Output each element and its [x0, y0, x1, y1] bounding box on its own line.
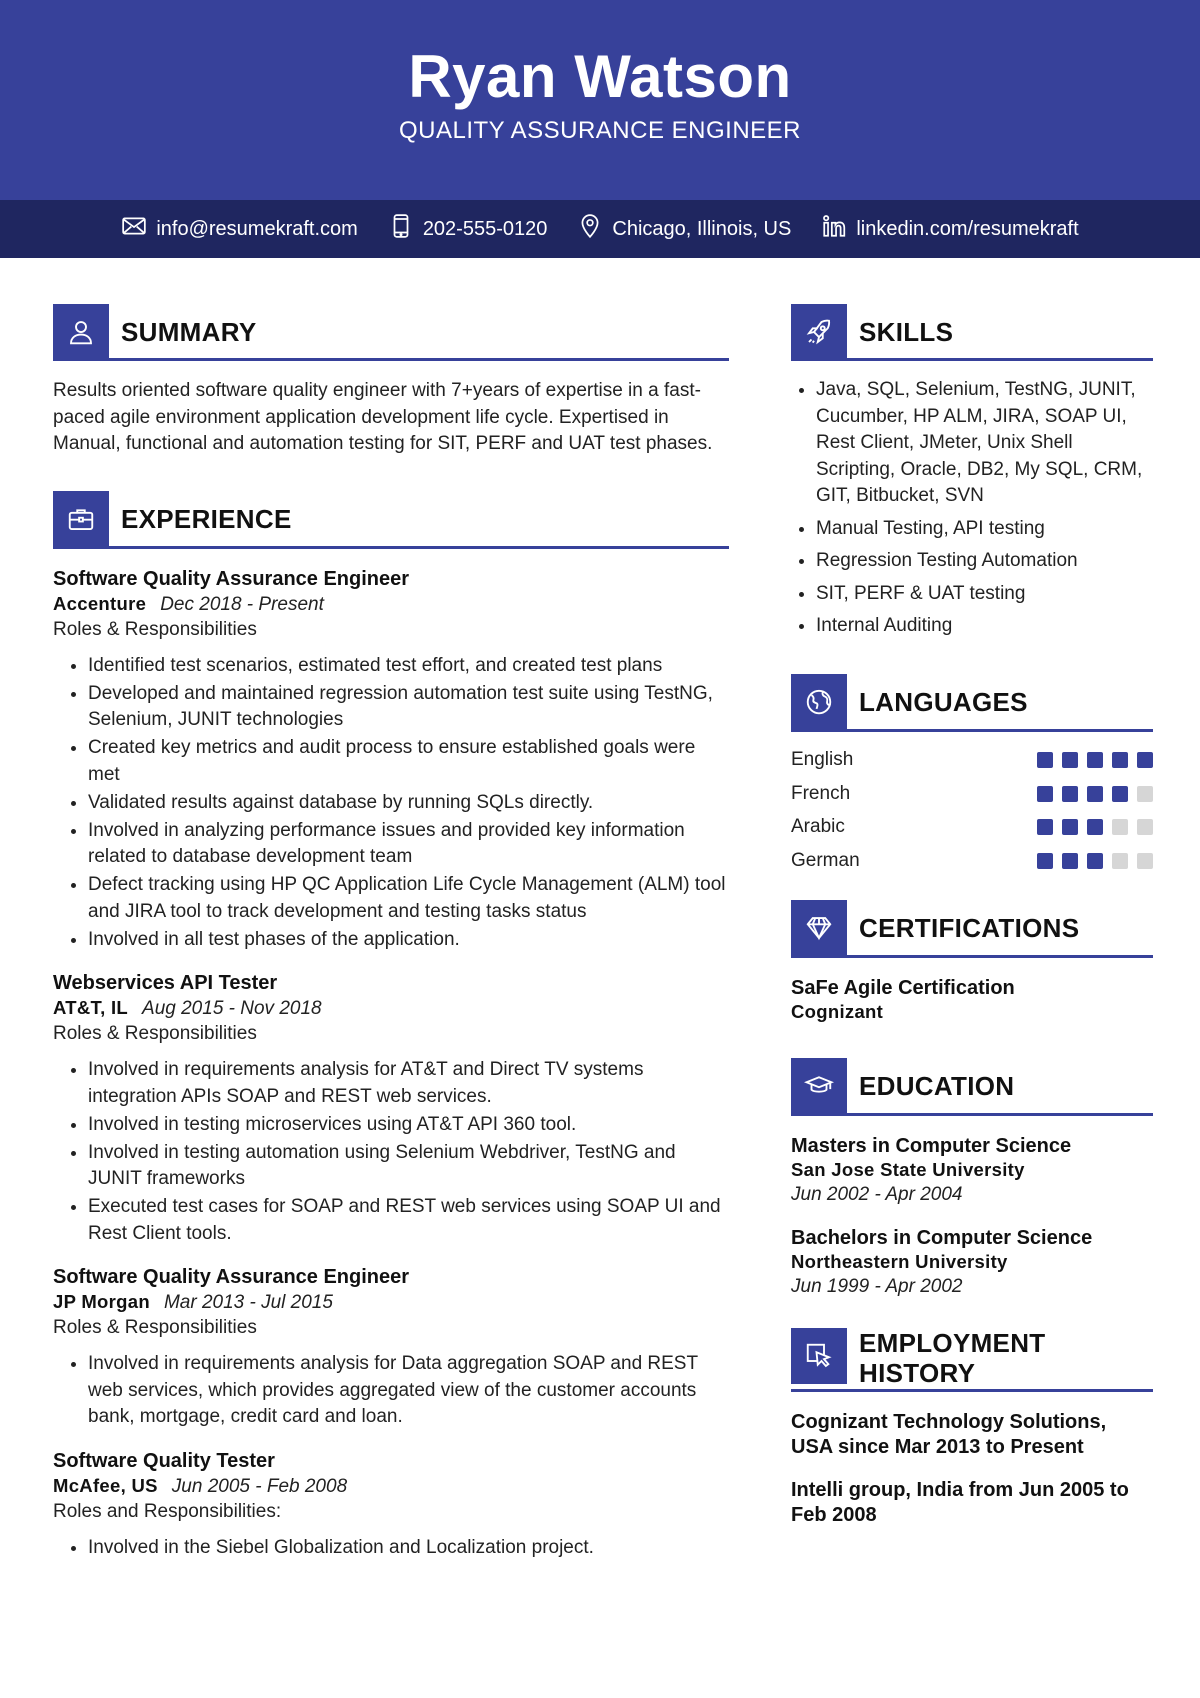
job-list — [53, 566, 729, 1562]
list-item: • Internal Auditing — [816, 613, 1153, 640]
candidate-name: Ryan Watson — [408, 43, 792, 110]
contact-linkedin[interactable] — [821, 213, 1078, 245]
list-item: • Involved in requirements analysis for AT&T and Direct TV systems integration APIs SOAP and REST web services. — [88, 1057, 729, 1110]
language-list — [791, 744, 1153, 878]
job-title: Software Quality Assurance Engineer — [53, 567, 410, 590]
school: Northeastern University — [791, 1250, 1008, 1272]
certifications-heading — [791, 902, 1153, 958]
left-column — [53, 305, 729, 1563]
level-dot-filled — [1062, 853, 1078, 869]
experience-title: EXPERIENCE — [121, 504, 292, 534]
job-meta — [53, 1474, 729, 1499]
language-row — [791, 777, 1153, 811]
summary-heading — [53, 305, 729, 361]
job-bullets — [53, 653, 729, 954]
level-dot-filled — [1037, 752, 1053, 768]
degree: Bachelors in Computer Science — [791, 1226, 1093, 1249]
job-roles-label: Roles & Responsibilities — [53, 618, 257, 640]
list-item: • Executed test cases for SOAP and REST web services using SOAP UI and Rest Client tools. — [88, 1194, 729, 1247]
right-column — [791, 305, 1153, 1528]
list-item: • Involved in the Siebel Globalization and Localization project. — [88, 1535, 729, 1562]
skills-heading — [791, 305, 1153, 361]
level-dot-empty — [1112, 819, 1128, 835]
list-item: • Created key metrics and audit process to ensure established goals were met — [88, 735, 729, 788]
level-dot-filled — [1137, 752, 1153, 768]
school: San Jose State University — [791, 1158, 1025, 1180]
certification-name: SaFe Agile Certification — [791, 976, 1015, 999]
experience-heading — [53, 493, 729, 549]
job-bullets — [53, 1535, 729, 1562]
education-dates: Jun 2002 - Apr 2004 — [791, 1183, 963, 1205]
language-level — [1037, 819, 1153, 835]
job-dates: Mar 2013 - Jul 2015 — [163, 1292, 333, 1313]
degree: Masters in Computer Science — [791, 1134, 1072, 1157]
level-dot-empty — [1137, 786, 1153, 802]
job-company: Accenture — [53, 592, 147, 614]
language-level — [1037, 786, 1153, 802]
education-title: EDUCATION — [859, 1071, 1015, 1101]
job-roles-label: Roles & Responsibilities — [53, 1317, 257, 1338]
employment-item: Intelli group, India from Jun 2005 to Feb 2008 — [791, 1478, 1129, 1526]
job-dates: Aug 2015 - Nov 2018 — [142, 998, 322, 1019]
job-dates: Dec 2018 - Present — [160, 593, 324, 615]
linkedin-text: linkedin.com/resumekraft — [856, 217, 1079, 240]
list-item: • Validated results against database by running SQLs directly. — [88, 790, 729, 817]
linkedin-icon — [821, 213, 847, 245]
contact-bar — [0, 200, 1200, 258]
job-bullets — [53, 1057, 729, 1247]
skills-list — [791, 377, 1153, 640]
list-item: • Involved in testing microservices using AT&T API 360 tool. — [88, 1112, 729, 1139]
level-dot-empty — [1137, 819, 1153, 835]
language-row — [791, 811, 1153, 845]
job-meta — [53, 1290, 729, 1315]
education-heading — [791, 1060, 1153, 1116]
level-dot-filled — [1112, 786, 1128, 802]
email-text: info@resumekraft.com — [156, 217, 358, 240]
language-row — [791, 744, 1153, 778]
list-item: • Developed and maintained regression automation test suite using TestNG, Selenium, JUNIT technologies — [88, 681, 729, 734]
user-icon — [53, 304, 109, 360]
list-item: • Involved in analyzing performance issues and provided key information related to database development team — [88, 818, 729, 871]
job-company: McAfee, US — [53, 1474, 158, 1496]
phone-text: 202-555-0120 — [422, 217, 548, 240]
job-company: JP Morgan — [53, 1291, 150, 1312]
job-roles-label: Roles & Responsibilities — [53, 1023, 257, 1044]
job-meta — [53, 996, 729, 1021]
location-text: Chicago, Illinois, US — [612, 217, 792, 240]
employment-list — [791, 1410, 1153, 1528]
briefcase-icon — [53, 491, 109, 547]
list-item: • Regression Testing Automation — [816, 548, 1153, 575]
education-item — [791, 1226, 1153, 1300]
list-item: • Defect tracking using HP QC Application Life Cycle Management (ALM) tool and JIRA tool to track development and testing tasks status — [88, 872, 729, 925]
envelope-icon — [121, 213, 147, 245]
level-dot-filled — [1037, 819, 1053, 835]
education-dates: Jun 1999 - Apr 2002 — [791, 1275, 963, 1297]
language-name: English — [791, 749, 854, 771]
certification-issuer: Cognizant — [791, 1000, 884, 1022]
resume-header — [0, 0, 1200, 200]
summary-title: SUMMARY — [121, 316, 257, 347]
list-item: • SIT, PERF & UAT testing — [816, 581, 1153, 608]
job-meta — [53, 592, 729, 617]
level-dot-filled — [1037, 853, 1053, 869]
languages-title: LANGUAGES — [859, 687, 1028, 717]
rocket-icon — [791, 304, 847, 360]
candidate-role: QUALITY ASSURANCE ENGINEER — [399, 117, 801, 144]
level-dot-filled — [1112, 752, 1128, 768]
job-title: Software Quality Assurance Engineer — [53, 1266, 410, 1288]
level-dot-empty — [1137, 853, 1153, 869]
list-item: • Manual Testing, API testing — [816, 516, 1153, 543]
contact-email[interactable] — [121, 213, 357, 245]
language-name: Arabic — [791, 816, 845, 838]
certification-item — [791, 976, 1153, 1024]
job-roles-label: Roles and Responsibilities: — [53, 1500, 282, 1522]
language-row — [791, 844, 1153, 878]
level-dot-filled — [1037, 786, 1053, 802]
job-entry — [53, 970, 729, 1247]
contact-location — [577, 213, 791, 245]
job-entry — [53, 1448, 729, 1562]
employment-item: Cognizant Technology Solutions, USA since Mar 2013 to Present — [791, 1410, 1107, 1458]
language-name: German — [791, 849, 860, 871]
language-name: French — [791, 782, 851, 804]
level-dot-filled — [1062, 752, 1078, 768]
employment-title: EMPLOYMENT HISTORY — [859, 1328, 1046, 1388]
list-item: • Involved in all test phases of the application. — [88, 927, 729, 954]
phone-icon — [388, 213, 414, 245]
level-dot-filled — [1062, 819, 1078, 835]
list-item: • Involved in requirements analysis for Data aggregation SOAP and REST web services, which provides aggregated view of the customer accounts bank, mortgage, credit card and loan. — [88, 1351, 729, 1431]
level-dot-empty — [1112, 853, 1128, 869]
level-dot-filled — [1087, 853, 1103, 869]
globe-icon — [791, 674, 847, 730]
language-level — [1037, 853, 1153, 869]
education-item — [791, 1134, 1153, 1208]
summary-text: Results oriented software quality engineer with 7+years of expertise in a fast-paced agile environment application development life cycle. Expertised in Manual, functional and automation testing for SIT, PERF and UAT test phases. — [53, 380, 713, 454]
level-dot-filled — [1087, 786, 1103, 802]
list-item: • Involved in testing automation using Selenium Webdriver, TestNG and JUNIT frameworks — [88, 1140, 729, 1193]
employment-heading — [791, 1328, 1153, 1392]
job-title: Software Quality Tester — [53, 1449, 275, 1472]
level-dot-filled — [1087, 752, 1103, 768]
skills-title: SKILLS — [859, 316, 954, 347]
level-dot-filled — [1087, 819, 1103, 835]
diamond-icon — [791, 900, 847, 956]
contact-phone[interactable] — [388, 213, 548, 245]
cursor-click-icon — [791, 1328, 847, 1384]
language-level — [1037, 752, 1153, 768]
level-dot-filled — [1062, 786, 1078, 802]
map-pin-icon — [577, 213, 603, 245]
job-entry — [53, 566, 729, 954]
list-item: • Java, SQL, Selenium, TestNG, JUNIT, Cucumber, HP ALM, JIRA, SOAP UI, Rest Client, JMeter, Unix Shell Scripting, Oracle, DB2, My SQL, CRM, GIT, Bitbucket, SVN — [816, 377, 1153, 510]
job-company: AT&T, IL — [53, 997, 129, 1018]
job-entry — [53, 1264, 729, 1431]
job-title: Webservices API Tester — [53, 972, 278, 994]
job-dates: Jun 2005 - Feb 2008 — [171, 1475, 348, 1497]
languages-heading — [791, 676, 1153, 732]
job-bullets — [53, 1351, 729, 1431]
graduation-cap-icon — [791, 1058, 847, 1114]
list-item: • Identified test scenarios, estimated test effort, and created test plans — [88, 653, 729, 680]
certifications-title: CERTIFICATIONS — [859, 913, 1080, 943]
